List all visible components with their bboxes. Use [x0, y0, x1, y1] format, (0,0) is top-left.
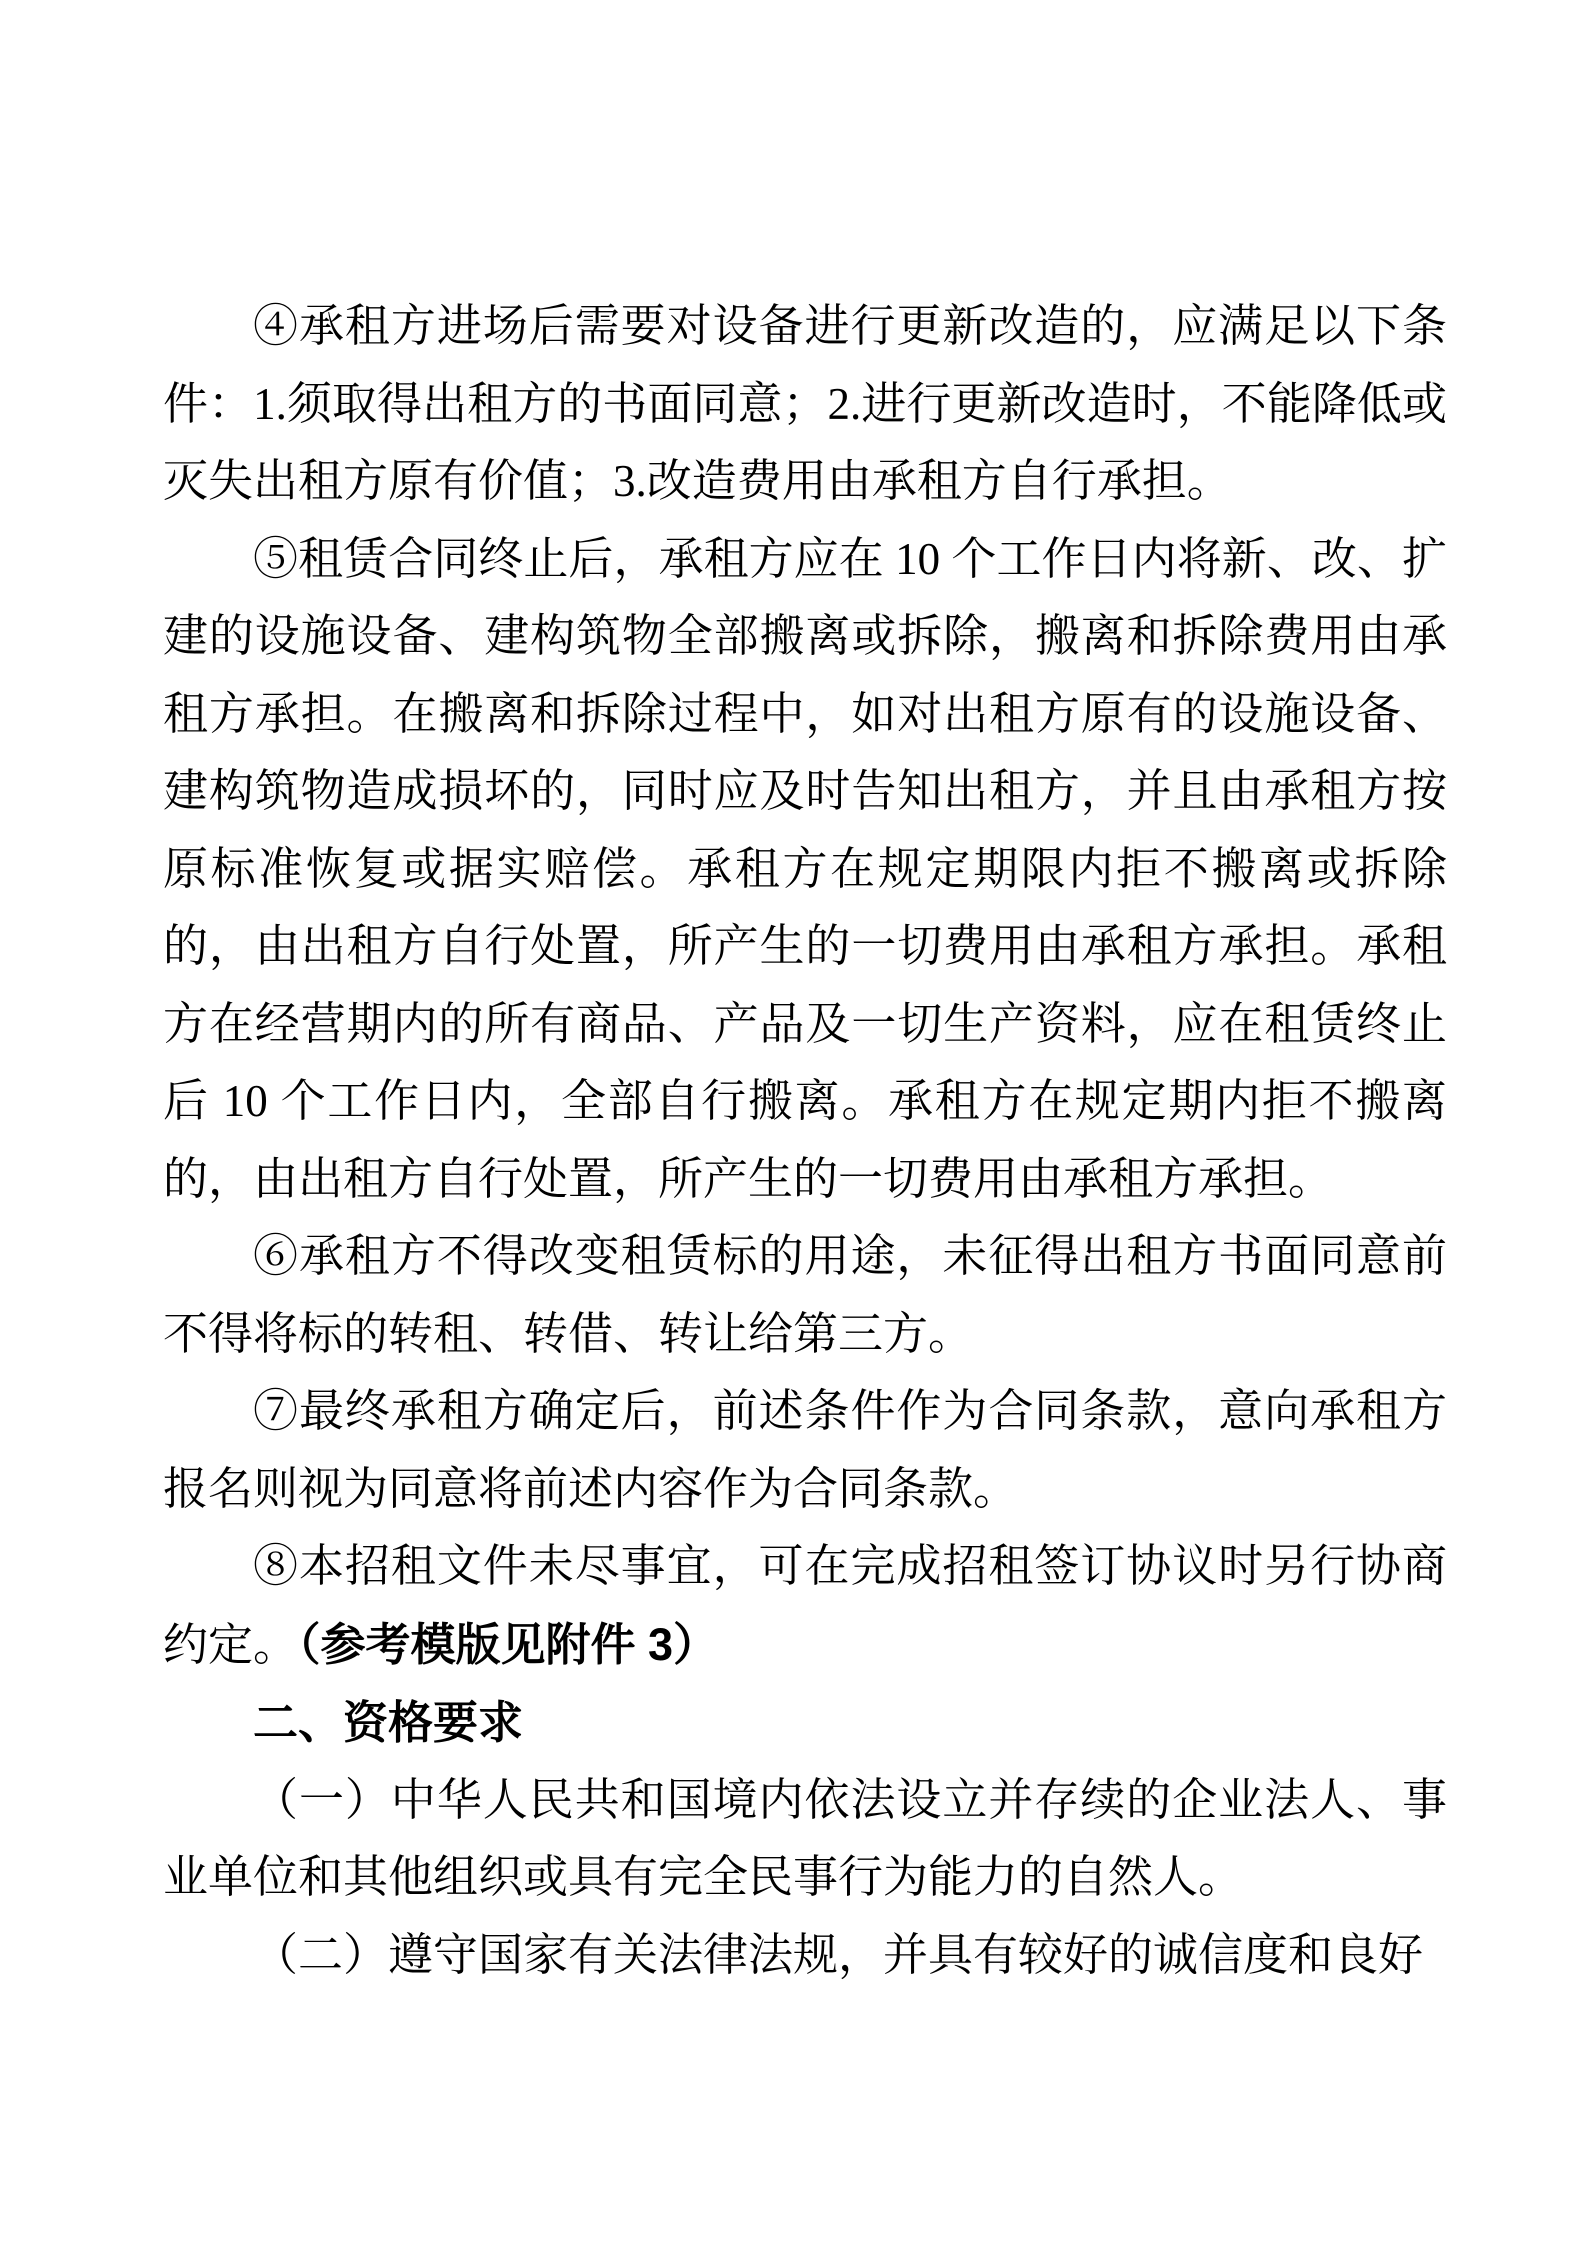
clause-5-lease-termination-removal: ⑤租赁合同终止后，承租方应在 10 个工作日内将新、改、扩建的设施设备、建构筑物全部搬离或拆除，搬离和拆除费用由承租方承担。在搬离和拆除过程中，如对出租方原有的设施设备、建构筑物造成损坏的，同时应及时告知出租方，并且由承租方按原标准恢复或据实赔偿。承租方在规定期限内拒不搬离或拆除的，由出租方自行处置，所产生的一切费用由承租方承担。承租方在经营期内的所有商品、产品及一切生产资料，应在租赁终止后 10 个工作日内，全部自行搬离。承租方在规定期内拒不搬离的，由出租方自行处置，所产生的一切费用由承租方承担。 — [163, 533, 1447, 1204]
clause-8-text: ⑧本招租文件未尽事宜，可在完成招租签订协议时另行协商约定。 — [163, 1541, 1447, 1670]
section-heading-qualification-requirements: 二、资格要求 — [253, 1697, 524, 1748]
clause-7-contract-terms: ⑦最终承租方确定后，前述条件作为合同条款，意向承租方报名则视为同意将前述内容作为合同条款。 — [163, 1386, 1447, 1514]
qualification-item-2: （二）遵守国家有关法律法规，并具有较好的诚信度和良好 — [253, 1929, 1424, 1980]
clause-4-equipment-renovation: ④承租方进场后需要对设备进行更新改造的，应满足以下条件：1.须取得出租方的书面同意；2.进行更新改造时，不能降低或灭失出租方原有价值；3.改造费用由承租方自行承担。 — [163, 301, 1447, 506]
clause-6-no-sublease: ⑥承租方不得改变租赁标的用途，未征得出租方书面同意前不得将标的转租、转借、转让给第三方。 — [163, 1231, 1447, 1359]
clause-8-miscellaneous — [163, 1528, 1447, 1684]
qualification-item-1: （一）中华人民共和国境内依法设立并存续的企业法人、事业单位和其他组织或具有完全民事行为能力的自然人。 — [163, 1774, 1447, 1902]
clause-8-attachment-note: （参考模版见附件 3） — [298, 1618, 719, 1670]
